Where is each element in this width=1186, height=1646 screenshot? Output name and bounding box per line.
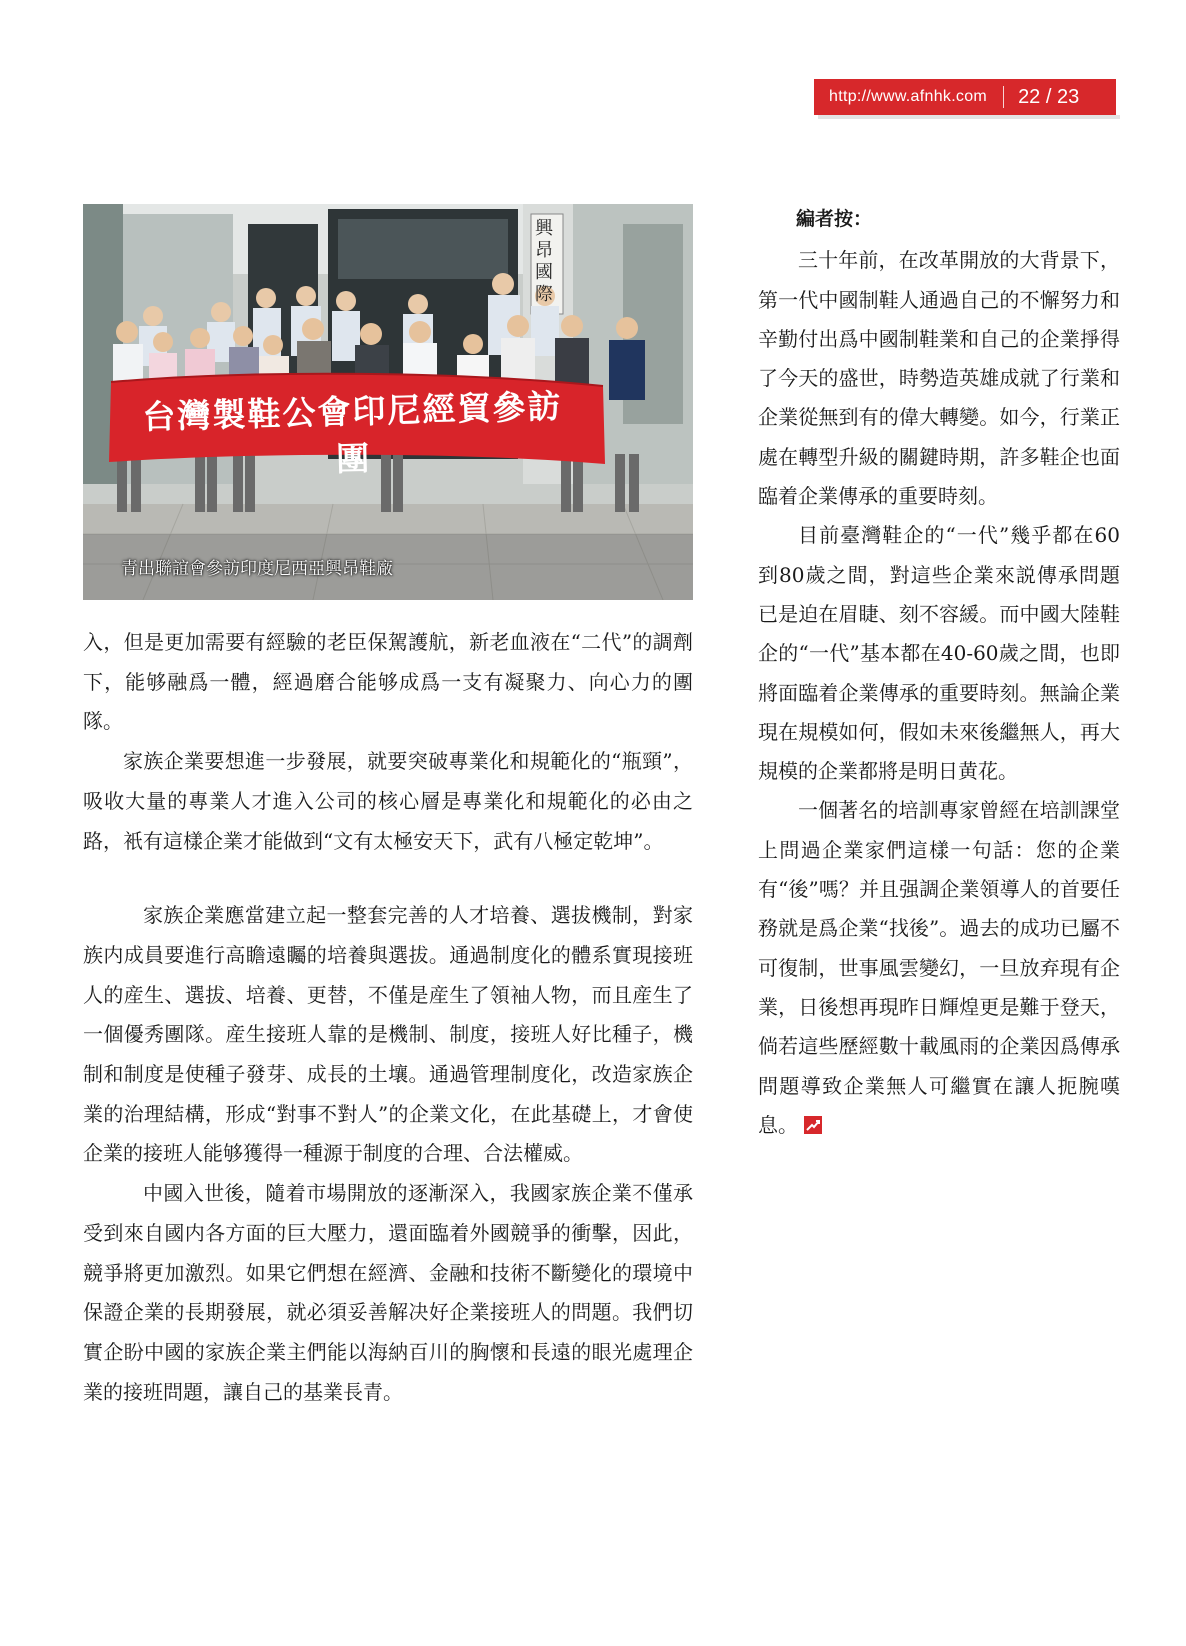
page-number: 22 / 23 xyxy=(1018,85,1080,108)
paragraph: 家族企業應當建立起一整套完善的人才培養、選拔機制，對家族内成員要進行高瞻遠矚的培養與選拔。通過制度化的體系實現接班人的産生、選拔、培養、更替，不僅是産生了領袖人物，而且産生了一個優秀團隊。産生接班人靠的是機制、制度，接班人好比種子，機制和制度是使種子發芽、成長的土壤。通過管理制度化，改造家族企業的治理結構，形成“對事不對人”的企業文化，在此基礎上，才會使企業的接班人能够獲得一種源于制度的合理、合法權威。 xyxy=(83,903,693,1166)
banner-text: 台灣製鞋公會印尼經貿參訪團 xyxy=(141,386,563,479)
editor-note xyxy=(758,200,1120,1145)
header-url[interactable]: http://www.afnhk.com xyxy=(829,88,988,105)
group-photo xyxy=(83,204,693,600)
editor-note-title: 編者按： xyxy=(796,208,873,230)
photo-caption: 青出聯誼會參訪印度尼西亞興昂鞋廠 xyxy=(121,559,393,579)
paragraph-gap xyxy=(83,861,693,896)
header-shadow xyxy=(818,115,1120,119)
end-mark-icon xyxy=(804,1116,822,1134)
paragraph-with-end-mark xyxy=(758,791,1120,1145)
header-divider xyxy=(1003,86,1004,108)
paragraph: 中國入世後，隨着市場開放的逐漸深入，我國家族企業不僅承受到來自國内各方面的巨大壓力，還面臨着外國競爭的衝擊，因此，競爭將更加激烈。如果它們想在經濟、金融和技術不斷變化的環境中保證企業的長期發展，就必須妥善解决好企業接班人的問題。我們切實企盼中國的家族企業主們能以海納百川的胸懷和長遠的眼光處理企業的接班問題，讓自己的基業長青。 xyxy=(83,1181,693,1404)
paragraph: 家族企業要想進一步發展，就要突破專業化和規範化的“瓶頸”，吸收大量的專業人才進入公司的核心層是專業化和規範化的必由之路，衹有這樣企業才能做到“文有太極安天下，武有八極定乾坤”。 xyxy=(83,749,693,853)
paragraph: 目前臺灣鞋企的“一代”幾乎都在60到80歲之間，對這些企業來説傳承問題已是迫在眉睫、刻不容緩。而中國大陸鞋企的“一代”基本都在40-60歲之間，也即將面臨着企業傳承的重要時刻。無論企業現在規模如何，假如未來後繼無人，再大規模的企業都將是明日黄花。 xyxy=(758,523,1120,784)
header-badge xyxy=(814,79,1116,115)
building-sign: 興昂國際 xyxy=(535,218,553,305)
paragraph: 入，但是更加需要有經驗的老臣保駕護航，新老血液在“二代”的調劑下，能够融爲一體，經過磨合能够成爲一支有凝聚力、向心力的團隊。 xyxy=(83,630,693,734)
paragraph: 三十年前，在改革開放的大背景下，第一代中國制鞋人通過自己的不懈努力和辛勤付出爲中國制鞋業和自己的企業掙得了今天的盛世，時勢造英雄成就了行業和企業從無到有的偉大轉變。如今，行業正處在轉型升級的關鍵時期，許多鞋企也面臨着企業傳承的重要時刻。 xyxy=(758,248,1120,509)
left-column xyxy=(83,623,693,1412)
paragraph: 一個著名的培訓專家曾經在培訓課堂上問過企業家們這樣一句話：您的企業有“後”嗎？并且强調企業領導人的首要任務就是爲企業“找後”。過去的成功已屬不可復制，世事風雲變幻，一旦放弃現有企業，日後想再現昨日輝煌更是難于登天，倘若這些歷經數十載風雨的企業因爲傳承問題導致企業無人可繼實在讓人扼腕嘆息。 xyxy=(758,798,1120,1137)
